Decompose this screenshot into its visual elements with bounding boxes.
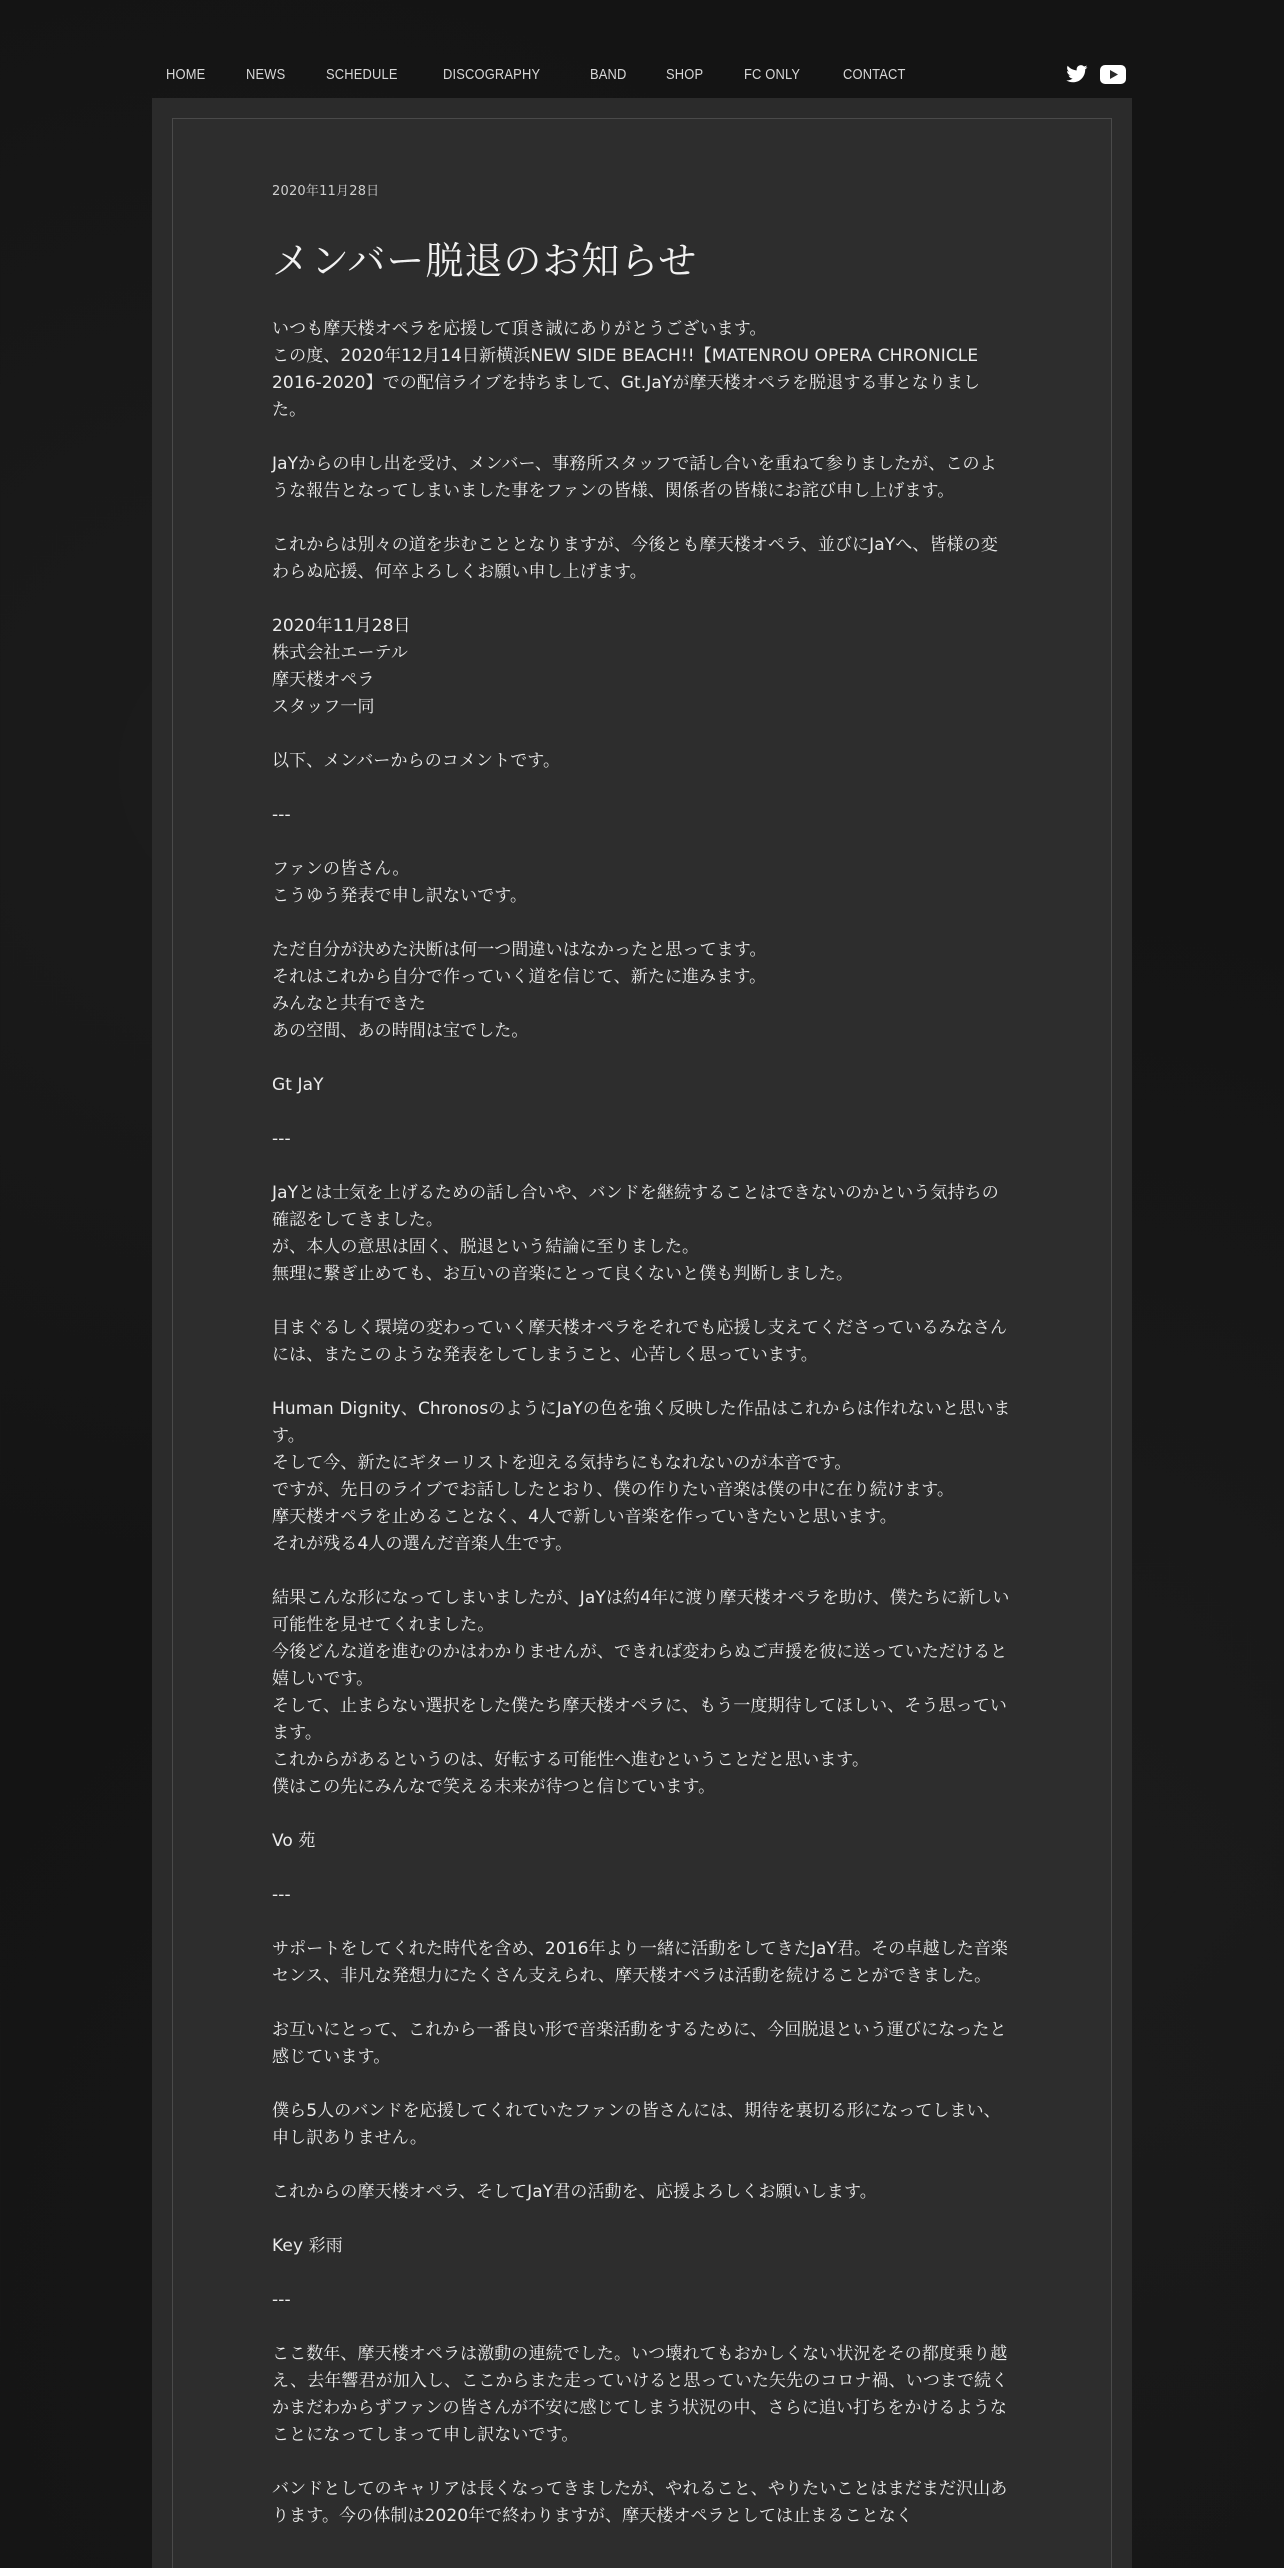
paragraph-line: 以下、メンバーからのコメントです。 xyxy=(272,751,561,772)
paragraph-line: あの空間、あの時間は宝でした。 xyxy=(272,1021,529,1042)
paragraph-line: この度、2020年12月14日新横浜NEW SIDE BEACH!!【MATENROU OPERA CHRONICLE 2016-2020】での配信ライブを持ちまして、Gt.JaYが摩天楼オペラを脱退する事となりました。 xyxy=(272,346,981,421)
news-article xyxy=(272,180,1012,2557)
post-body xyxy=(272,316,1012,2530)
article-paragraph xyxy=(272,2179,1012,2206)
paragraph-line: これからがあるというのは、好転する可能性へ進むということだと思います。 xyxy=(272,1750,870,1771)
nav-item-home[interactable]: HOME xyxy=(166,65,206,83)
paragraph-line: 目まぐるしく環境の変わっていく摩天楼オペラをそれでも応援し支えてくださっているみなさんには、またこのような発表をしてしまうこと、心苦しく思っています。 xyxy=(272,1318,1008,1366)
paragraph-line: Key 彩雨 xyxy=(272,2236,343,2257)
article-paragraph xyxy=(272,2098,1012,2152)
paragraph-line: 2020年11月28日 xyxy=(272,616,411,637)
paragraph-line: --- xyxy=(272,1129,291,1150)
paragraph-line: ファンの皆さん。 xyxy=(272,859,410,880)
paragraph-line: Human Dignity、ChronosのようにJaYの色を強く反映した作品はこれからは作れないと思います。 xyxy=(272,1399,1011,1447)
paragraph-line: ですが、先日のライブでお話ししたとおり、僕の作りたい音楽は僕の中に在り続けます。 xyxy=(272,1480,955,1501)
article-paragraph xyxy=(272,1585,1012,1801)
post-date: 2020年11月28日 xyxy=(272,184,380,199)
article-paragraph xyxy=(272,802,1012,829)
paragraph-line: --- xyxy=(272,2290,291,2311)
paragraph-line: ただ自分が決めた決断は何一つ間違いはなかったと思ってます。 xyxy=(272,940,767,961)
social-links xyxy=(1064,61,1126,87)
article-paragraph xyxy=(272,2287,1012,2314)
paragraph-line: 結果こんな形になってしまいましたが、JaYは約4年に渡り摩天楼オペラを助け、僕たちに新しい可能性を見せてくれました。 xyxy=(272,1588,1010,1636)
paragraph-line: スタッフ一同 xyxy=(272,697,375,718)
article-paragraph xyxy=(272,748,1012,775)
paragraph-line: 無理に繋ぎ止めても、お互いの音楽にとって良くないと僕も判断しました。 xyxy=(272,1264,854,1285)
nav-item-schedule[interactable]: SCHEDULE xyxy=(325,65,398,83)
paragraph-line: サポートをしてくれた時代を含め、2016年より一緒に活動をしてきたJaY君。その卓越した音楽センス、非凡な発想力にたくさん支えられ、摩天楼オペラは活動を続けることができました。 xyxy=(272,1939,1008,1987)
article-paragraph xyxy=(272,1315,1012,1369)
paragraph-line: そして、止まらない選択をした僕たち摩天楼オペラに、もう一度期待してほしい、そう思っています。 xyxy=(272,1696,1007,1744)
nav-item-fc-only[interactable]: FC ONLY xyxy=(743,65,800,83)
paragraph-line: --- xyxy=(272,1885,291,1906)
article-paragraph xyxy=(272,1126,1012,1153)
nav-item-shop[interactable]: SHOP xyxy=(666,65,704,83)
nav-item-news[interactable]: NEWS xyxy=(245,65,286,83)
paragraph-line: バンドとしてのキャリアは長くなってきましたが、やれること、やりたいことはまだまだ沢山あります。今の体制は2020年で終わりますが、摩天楼オペラとしては止まることなく xyxy=(272,2479,1008,2527)
paragraph-line: JaYとは士気を上げるための話し合いや、バンドを継続することはできないのかという気持ちの確認をしてきました。 xyxy=(272,1183,999,1231)
main-navigation xyxy=(152,52,1132,96)
article-paragraph xyxy=(272,2233,1012,2260)
article-paragraph xyxy=(272,937,1012,1045)
paragraph-line: Gt JaY xyxy=(272,1075,324,1096)
paragraph-line: いつも摩天楼オペラを応援して頂き誠にありがとうございます。 xyxy=(272,319,767,340)
paragraph-line: が、本人の意思は固く、脱退という結論に至りました。 xyxy=(272,1237,700,1258)
article-paragraph xyxy=(272,1180,1012,1288)
paragraph-line: これからは別々の道を歩むこととなりますが、今後とも摩天楼オペラ、並びにJaYへ、皆様の変わらぬ応援、何卒よろしくお願い申し上げます。 xyxy=(272,535,998,583)
paragraph-line: 摩天楼オペラ xyxy=(272,670,375,691)
nav-menu xyxy=(152,58,950,91)
paragraph-line: これからの摩天楼オペラ、そしてJaY君の活動を、応援よろしくお願いします。 xyxy=(272,2182,877,2203)
paragraph-line: こうゆう発表で申し訳ないです。 xyxy=(272,886,528,907)
article-paragraph xyxy=(272,316,1012,424)
paragraph-line: それはこれから自分で作っていく道を信じて、新たに進みます。 xyxy=(272,967,767,988)
paragraph-line: 摩天楼オペラを止めることなく、4人で新しい音楽を作っていきたいと思います。 xyxy=(272,1507,897,1528)
paragraph-line: お互いにとって、これから一番良い形で音楽活動をするために、今回脱退という運びになったと感じています。 xyxy=(272,2020,1007,2068)
article-paragraph xyxy=(272,451,1012,505)
paragraph-line: 今後どんな道を進むのかはわかりませんが、できれば変わらぬご声援を彼に送っていただけると嬉しいです。 xyxy=(272,1642,1008,1690)
paragraph-line: 僕ら5人のバンドを応援してくれていたファンの皆さんには、期待を裏切る形になってしまい、申し訳ありません。 xyxy=(272,2101,1001,2149)
nav-item-contact[interactable]: CONTACT xyxy=(843,65,906,83)
paragraph-line: 株式会社エーテル xyxy=(272,643,408,664)
article-paragraph xyxy=(272,2476,1012,2530)
paragraph-line: --- xyxy=(272,805,291,826)
article-paragraph xyxy=(272,1882,1012,1909)
paragraph-line: JaYからの申し出を受け、メンバー、事務所スタッフで話し合いを重ねて参りましたが、このような報告となってしまいました事をファンの皆様、関係者の皆様にお詫び申し上げます。 xyxy=(272,454,997,502)
article-paragraph xyxy=(272,532,1012,586)
article-paragraph xyxy=(272,2341,1012,2449)
article-paragraph xyxy=(272,613,1012,721)
article-paragraph xyxy=(272,1936,1012,1990)
paragraph-line: それが残る4人の選んだ音楽人生です。 xyxy=(272,1534,573,1555)
paragraph-line: 僕はこの先にみんなで笑える未来が待つと信じています。 xyxy=(272,1777,716,1798)
twitter-icon[interactable] xyxy=(1064,61,1090,87)
article-paragraph xyxy=(272,856,1012,910)
article-paragraph xyxy=(272,1828,1012,1855)
paragraph-line: そして今、新たにギターリストを迎える気持ちにもなれないのが本音です。 xyxy=(272,1453,852,1474)
nav-item-discography[interactable]: DISCOGRAPHY xyxy=(442,65,541,83)
article-paragraph xyxy=(272,1396,1012,1558)
paragraph-line: Vo 苑 xyxy=(272,1831,316,1852)
post-title: メンバー脱退のお知らせ xyxy=(272,239,698,283)
article-paragraph xyxy=(272,2017,1012,2071)
paragraph-line: みんなと共有できた xyxy=(272,994,426,1015)
article-paragraph xyxy=(272,1072,1012,1099)
youtube-icon[interactable] xyxy=(1100,61,1126,87)
nav-item-band[interactable]: BAND xyxy=(589,65,627,83)
paragraph-line: ここ数年、摩天楼オペラは激動の連続でした。いつ壊れてもおかしくない状況をその都度乗り越え、去年響君が加入し、ここからまた走っていけると思っていた矢先のコロナ禍、いつまで続くかまだわからずファンの皆さんが不安に感じてしまう状況の中、さらに追い打ちをかけるようなことになってしまって申し訳ないです。 xyxy=(272,2344,1009,2446)
